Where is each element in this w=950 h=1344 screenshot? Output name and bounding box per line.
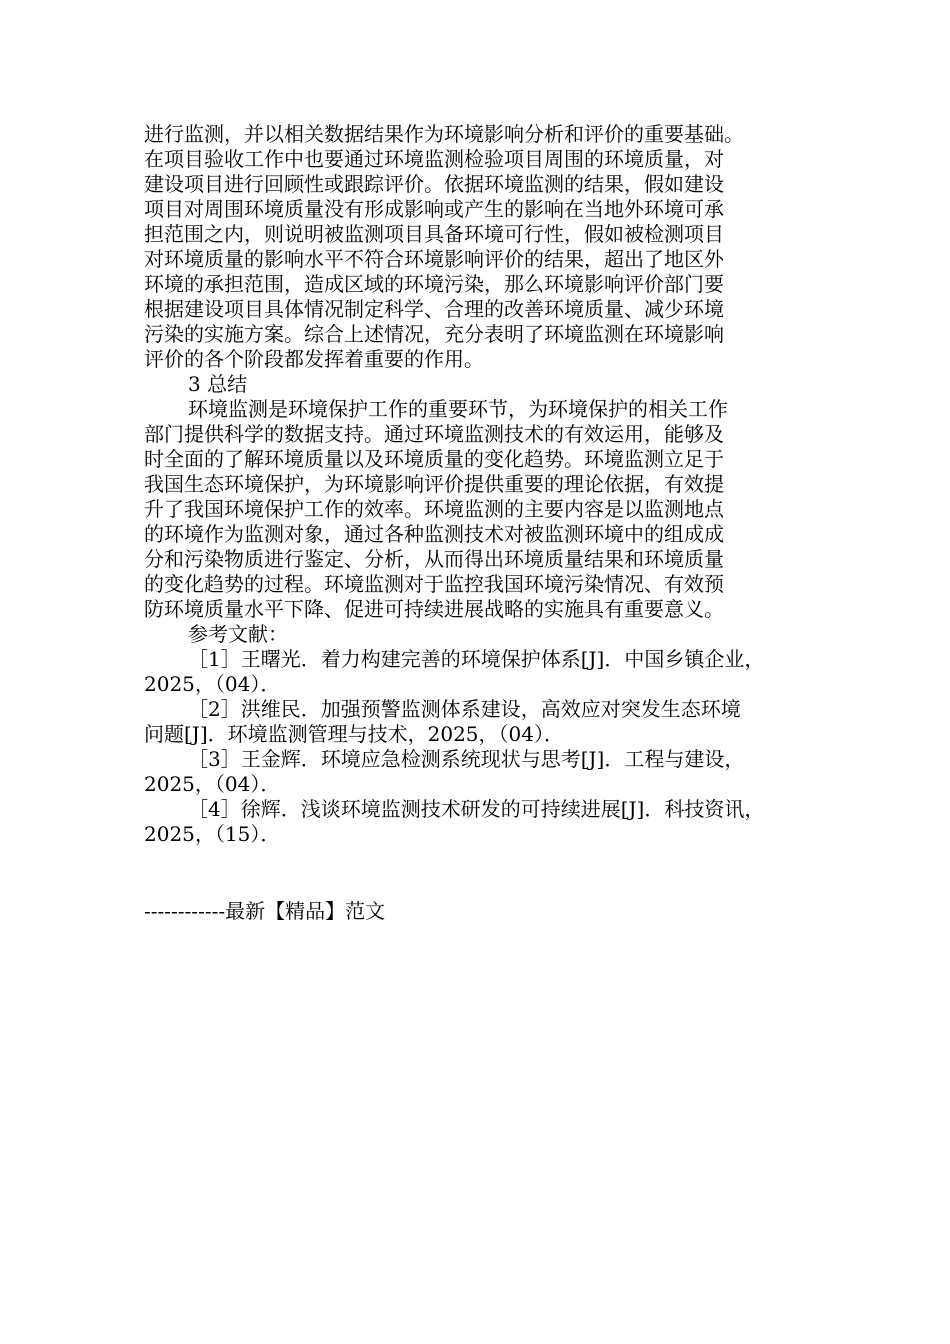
text-line: 防环境质量水平下降、促进可持续进展战略的实施具有重要意义。	[144, 597, 724, 621]
reference-line: 2025，（04）．	[144, 672, 281, 696]
reference-item	[144, 797, 824, 847]
text-line: 评价的各个阶段都发挥着重要的作用。	[144, 347, 484, 371]
reference-line: 问题[J]．环境监测管理与技术，2025，（04）．	[144, 722, 564, 746]
text-line: 分和污染物质进行鉴定、分析，从而得出环境质量结果和环境质量	[144, 547, 724, 571]
summary-paragraph	[144, 397, 824, 622]
reference-item	[144, 747, 824, 797]
reference-line: ［1］王曙光．着力构建完善的环境保护体系[J]．中国乡镇企业，	[188, 647, 765, 671]
reference-line: 2025，（04）．	[144, 772, 281, 796]
text-line: 污染的实施方案。综合上述情况，充分表明了环境监测在环境影响	[144, 322, 724, 346]
references-heading: 参考文献：	[188, 622, 288, 646]
section-heading: 3 总结	[188, 372, 248, 396]
text-line: 担范围之内，则说明被监测项目具备环境可行性，假如被检测项目	[144, 222, 724, 246]
text-line: 部门提供科学的数据支持。通过环境监测技术的有效运用，能够及	[144, 422, 724, 446]
text-line: 进行监测，并以相关数据结果作为环境影响分析和评价的重要基础。	[144, 122, 744, 146]
text-line: 升了我国环境保护工作的效率。环境监测的主要内容是以监测地点	[144, 497, 724, 521]
document-body	[144, 122, 824, 847]
paragraph-continuation	[144, 122, 824, 372]
reference-line: 2025，（15）．	[144, 822, 281, 846]
reference-item	[144, 647, 824, 697]
reference-item	[144, 697, 824, 747]
text-line: 对环境质量的影响水平不符合环境影响评价的结果，超出了地区外	[144, 247, 724, 271]
text-line: 环境的承担范围，造成区域的环境污染，那么环境影响评价部门要	[144, 272, 724, 296]
text-line: 根据建设项目具体情况制定科学、合理的改善环境质量、减少环境	[144, 297, 724, 321]
text-line: 的变化趋势的过程。环境监测对于监控我国环境污染情况、有效预	[144, 572, 724, 596]
footer-text: ------------最新【精品】范文	[144, 899, 386, 923]
text-line: 时全面的了解环境质量以及环境质量的变化趋势。环境监测立足于	[144, 447, 724, 471]
reference-line: ［2］洪维民．加强预警监测体系建设，高效应对突发生态环境	[188, 697, 741, 721]
text-line: 的环境作为监测对象，通过各种监测技术对被监测环境中的组成成	[144, 522, 724, 546]
text-line: 项目对周围环境质量没有形成影响或产生的影响在当地外环境可承	[144, 197, 724, 221]
text-line: 我国生态环境保护，为环境影响评价提供重要的理论依据，有效提	[144, 472, 724, 496]
reference-line: ［3］王金辉．环境应急检测系统现状与思考[J]．工程与建设，	[188, 747, 745, 771]
text-line: 环境监测是环境保护工作的重要环节，为环境保护的相关工作	[188, 397, 728, 421]
references-list	[144, 647, 824, 847]
text-line: 建设项目进行回顾性或跟踪评价。依据环境监测的结果，假如建设	[144, 172, 724, 196]
reference-line: ［4］徐辉．浅谈环境监测技术研发的可持续进展[J]．科技资讯，	[188, 797, 765, 821]
text-line: 在项目验收工作中也要通过环境监测检验项目周围的环境质量，对	[144, 147, 724, 171]
